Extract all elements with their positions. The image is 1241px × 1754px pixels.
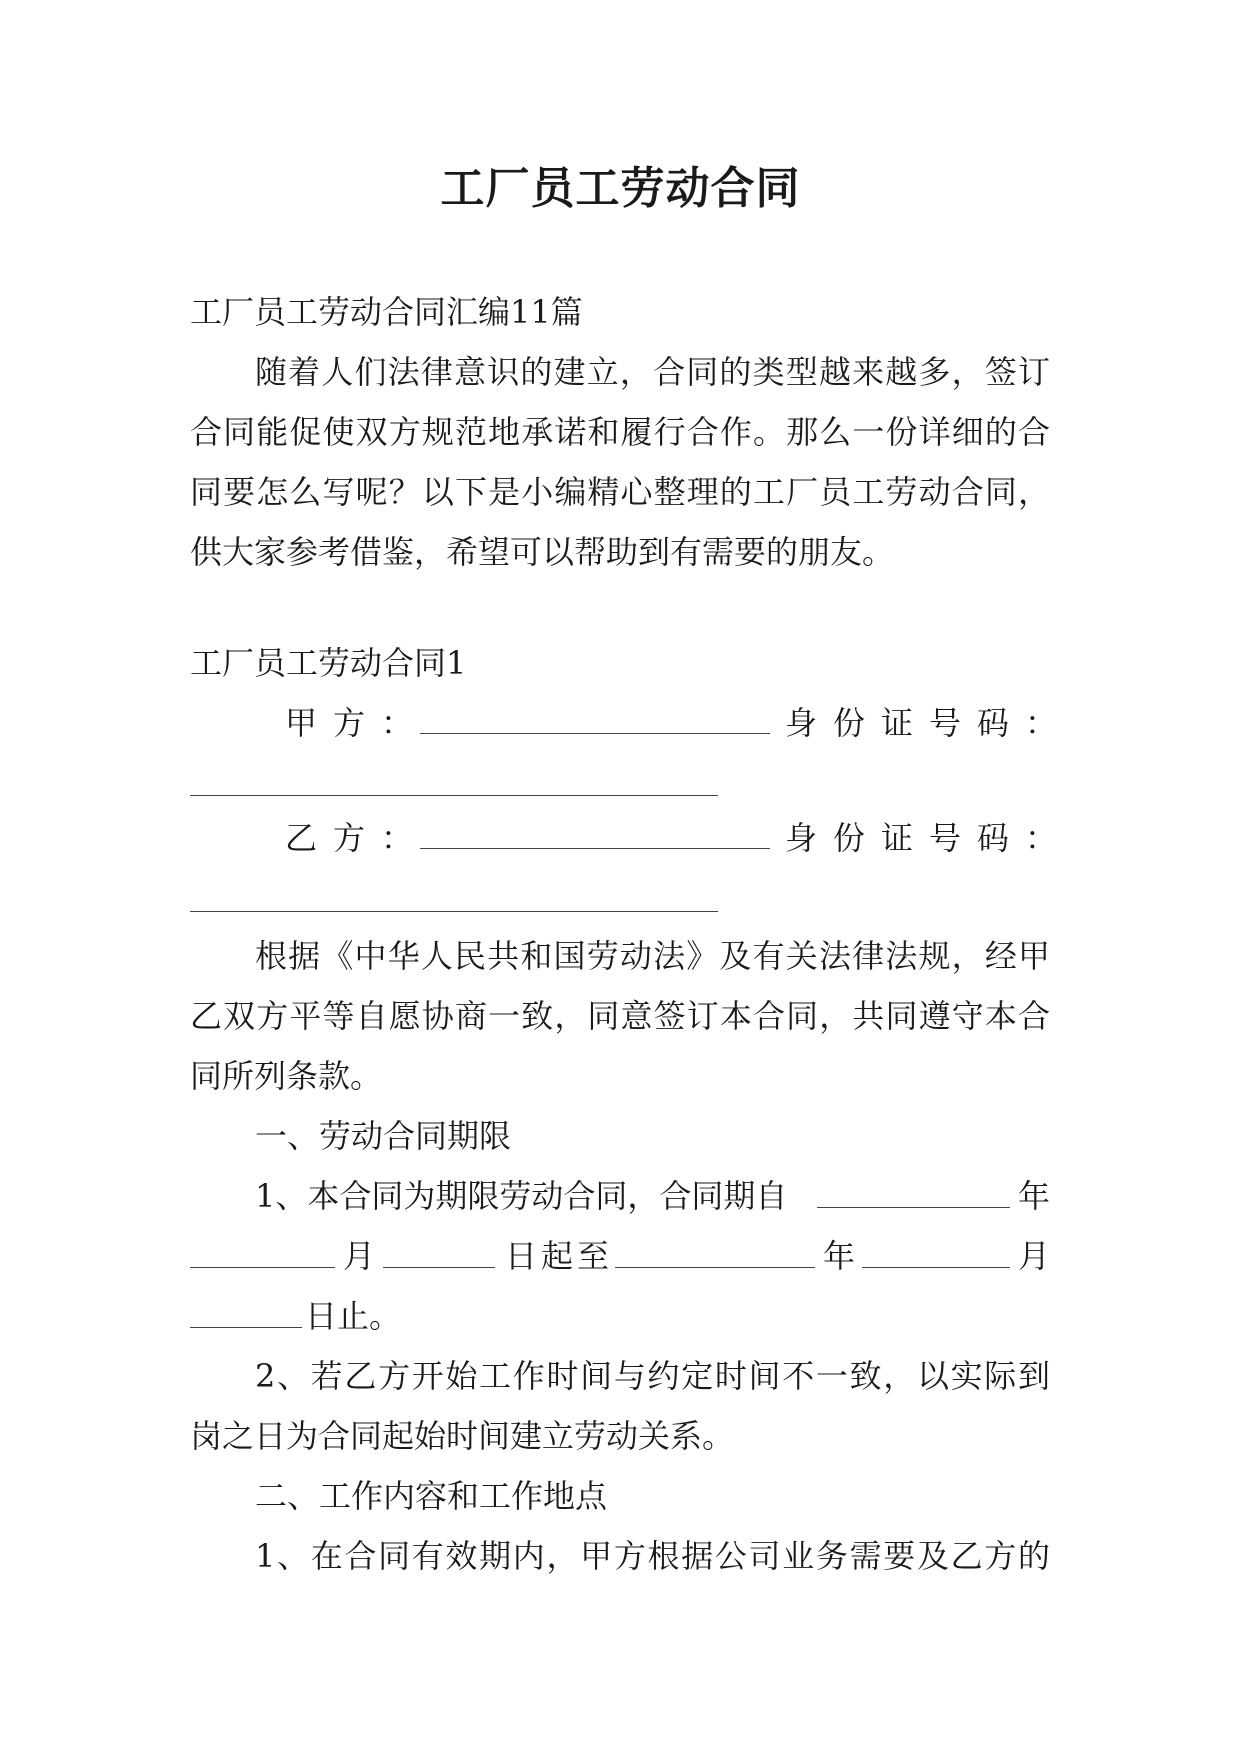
intro-line-4: 供大家参考借鉴，希望可以帮助到有需要的朋友。 — [190, 533, 895, 571]
party-a-id-label: 身份证号码： — [785, 704, 1074, 742]
intro-line-3: 同要怎么写呢？以下是小编精心整理的工厂员工劳动合同， — [190, 473, 1050, 511]
party-a-name-blank[interactable] — [420, 733, 770, 734]
month2-label: 月 — [1018, 1237, 1051, 1275]
intro-line-1: 随着人们法律意识的建立，合同的类型越来越多，签订 — [255, 353, 1050, 391]
start-month-blank[interactable] — [190, 1267, 335, 1268]
section-title: 工厂员工劳动合同1 — [190, 644, 467, 682]
clause-2-1-line-1: 1、在合同有效期内，甲方根据公司业务需要及乙方的 — [255, 1537, 1050, 1575]
basis-line-3: 同所列条款。 — [190, 1057, 383, 1095]
clause-2-title: 二、工作内容和工作地点 — [255, 1477, 608, 1515]
clause-1-2-line-1: 2、若乙方开始工作时间与约定时间不一致，以实际到 — [255, 1357, 1050, 1395]
party-b-id-label: 身份证号码： — [785, 819, 1074, 857]
clause-1-1-prefix: 1、本合同为期限劳动合同，合同期自 — [255, 1177, 788, 1215]
document-title: 工厂员工劳动合同 — [440, 163, 801, 214]
clause-1-2-line-2: 岗之日为合同起始时间建立劳动关系。 — [190, 1417, 735, 1455]
basis-line-1: 根据《中华人民共和国劳动法》及有关法律法规，经甲 — [255, 937, 1050, 975]
month-label: 月 — [343, 1237, 376, 1275]
end-label: 日止。 — [305, 1297, 402, 1335]
party-a-label: 甲方： — [285, 704, 430, 742]
party-b-label: 乙方： — [285, 819, 430, 857]
day-from-label: 日起至 — [505, 1237, 614, 1275]
end-year-blank[interactable] — [615, 1267, 815, 1268]
basis-line-2: 乙双方平等自愿协商一致，同意签订本合同，共同遵守本合 — [190, 997, 1050, 1035]
start-day-blank[interactable] — [383, 1267, 495, 1268]
party-a-id-blank[interactable] — [190, 795, 718, 796]
party-b-name-blank[interactable] — [420, 848, 770, 849]
intro-line-2: 合同能促使双方规范地承诺和履行合作。那么一份详细的合 — [190, 413, 1050, 451]
clause-1-title: 一、劳动合同期限 — [255, 1117, 512, 1155]
document-subtitle: 工厂员工劳动合同汇编11篇 — [190, 293, 583, 331]
end-day-blank[interactable] — [190, 1327, 302, 1328]
year-label: 年 — [1018, 1177, 1051, 1215]
party-b-id-blank[interactable] — [190, 911, 718, 912]
end-month-blank[interactable] — [862, 1267, 1010, 1268]
start-year-blank[interactable] — [817, 1207, 1010, 1208]
year2-label: 年 — [823, 1237, 856, 1275]
